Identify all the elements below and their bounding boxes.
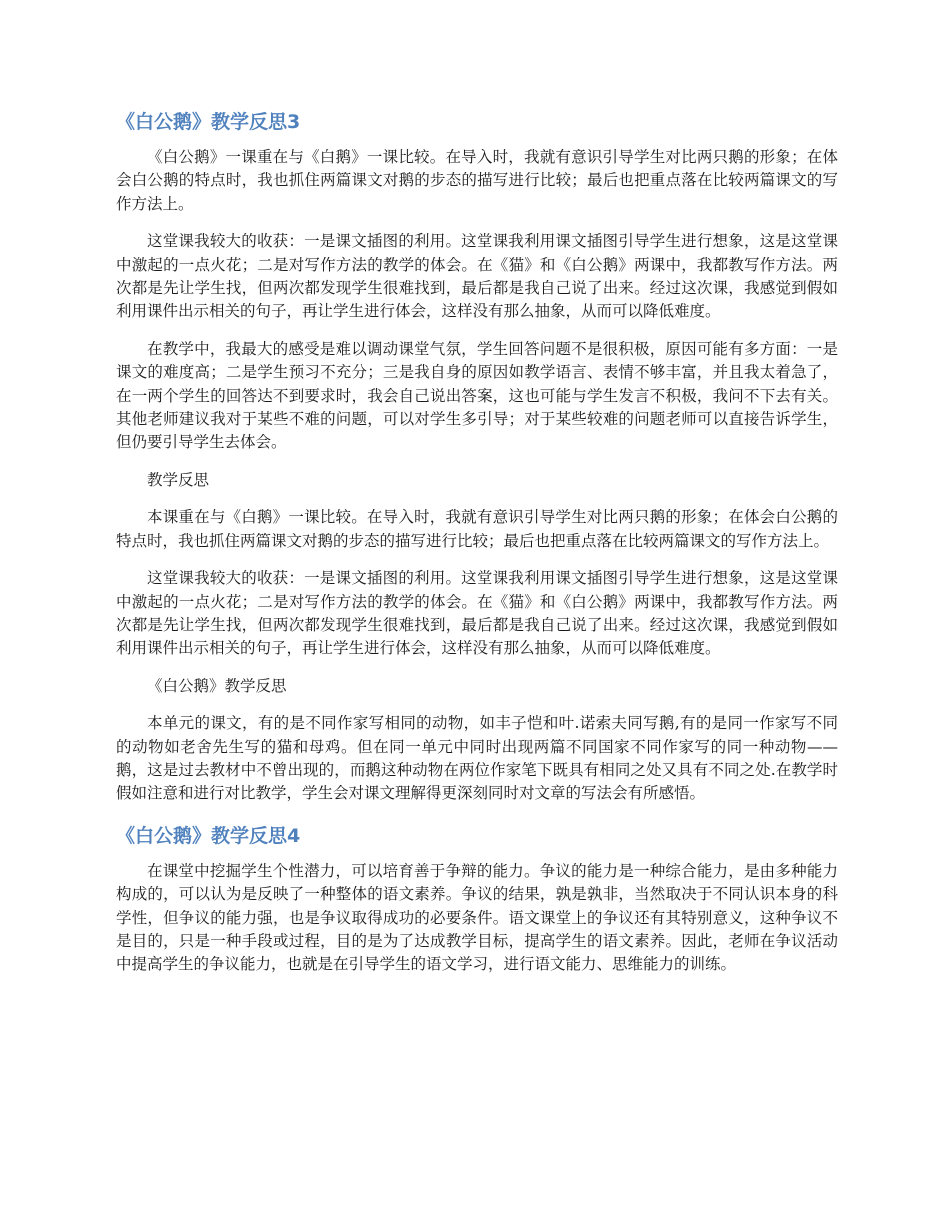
document-page: [116, 108, 838, 977]
section-3: [116, 108, 838, 806]
paragraph: 本课重在与《白鹅》一课比较。在导入时，我就有意识引导学生对比两只鹅的形象；在体会白公鹅的特点时，我也抓住两篇课文对鹅的步态的描写进行比较；最后也把重点落在比较两篇课文的写作方法上。: [116, 508, 838, 550]
paragraph: 在教学中，我最大的感受是难以调动课堂气氛，学生回答问题不是很积极，原因可能有多方面：一是课文的难度高；二是学生预习不充分；三是我自身的原因如教学语言、表情不够丰富，并且我太着急了，在一两个学生的回答达不到要求时，我会自己说出答案，这也可能与学生发言不积极，我问不下去有关。其他老师建议我对于某些不难的问题，可以对学生多引导；对于某些较难的问题老师可以直接告诉学生，但仍要引导学生去体会。: [116, 339, 838, 452]
paragraph: 这堂课我较大的收获：一是课文插图的利用。这堂课我利用课文插图引导学生进行想象，这是这堂课中激起的一点火花；二是对写作方法的教学的体会。在《猫》和《白公鹅》两课中，我都教写作方法。两次都是先让学生找，但两次都发现学生很难找到，最后都是我自己说了出来。经过这次课，我感觉到假如利用课件出示相关的句子，再让学生进行体会，这样没有那么抽象，从而可以降低难度。: [116, 232, 838, 321]
paragraph: 这堂课我较大的收获：一是课文插图的利用。这堂课我利用课文插图引导学生进行想象，这是这堂课中激起的一点火花；二是对写作方法的教学的体会。在《猫》和《白公鹅》两课中，我都教写作方法。两次都是先让学生找，但两次都发现学生很难找到，最后都是我自己说了出来。经过这次课，我感觉到假如利用课件出示相关的句子，再让学生进行体会，这样没有那么抽象，从而可以降低难度。: [116, 569, 838, 658]
paragraph: 《白公鹅》一课重在与《白鹅》一课比较。在导入时，我就有意识引导学生对比两只鹅的形象；在体会白公鹅的特点时，我也抓住两篇课文对鹅的步态的描写进行比较；最后也把重点落在比较两篇课文的写作方法上。: [116, 148, 838, 213]
subheading-paragraph: 《白公鹅》教学反思: [147, 676, 287, 695]
section-4: [116, 822, 838, 977]
section-title: 《白公鹅》教学反思3: [116, 111, 301, 133]
paragraph: 在课堂中挖掘学生个性潜力，可以培育善于争辩的能力。争议的能力是一种综合能力，是由多种能力构成的，可以认为是反映了一种整体的语文素养。争议的结果，孰是孰非，当然取决于不同认识本身的科学性，但争议的能力强，也是争议取得成功的必要条件。语文课堂上的争议还有其特别意义，这种争议不是目的，只是一种手段或过程，目的是为了达成教学目标，提高学生的语文素养。因此，老师在争议活动中提高学生的争议能力，也就是在引导学生的语文学习，进行语文能力、思维能力的训练。: [116, 861, 838, 974]
paragraph: 本单元的课文，有的是不同作家写相同的动物，如丰子恺和叶.诺索夫同写鹅,有的是同一作家写不同的动物如老舍先生写的猫和母鸡。但在同一单元中同时出现两篇不同国家不同作家写的同一种动物——鹅，这是过去教材中不曾出现的，而鹅这种动物在两位作家笔下既具有相同之处又具有不同之处.在教学时假如注意和进行对比教学，学生会对课文理解得更深刻同时对文章的写法会有所感悟。: [116, 714, 838, 803]
section-title: 《白公鹅》教学反思4: [116, 824, 301, 847]
subheading-paragraph: 教学反思: [147, 470, 210, 489]
